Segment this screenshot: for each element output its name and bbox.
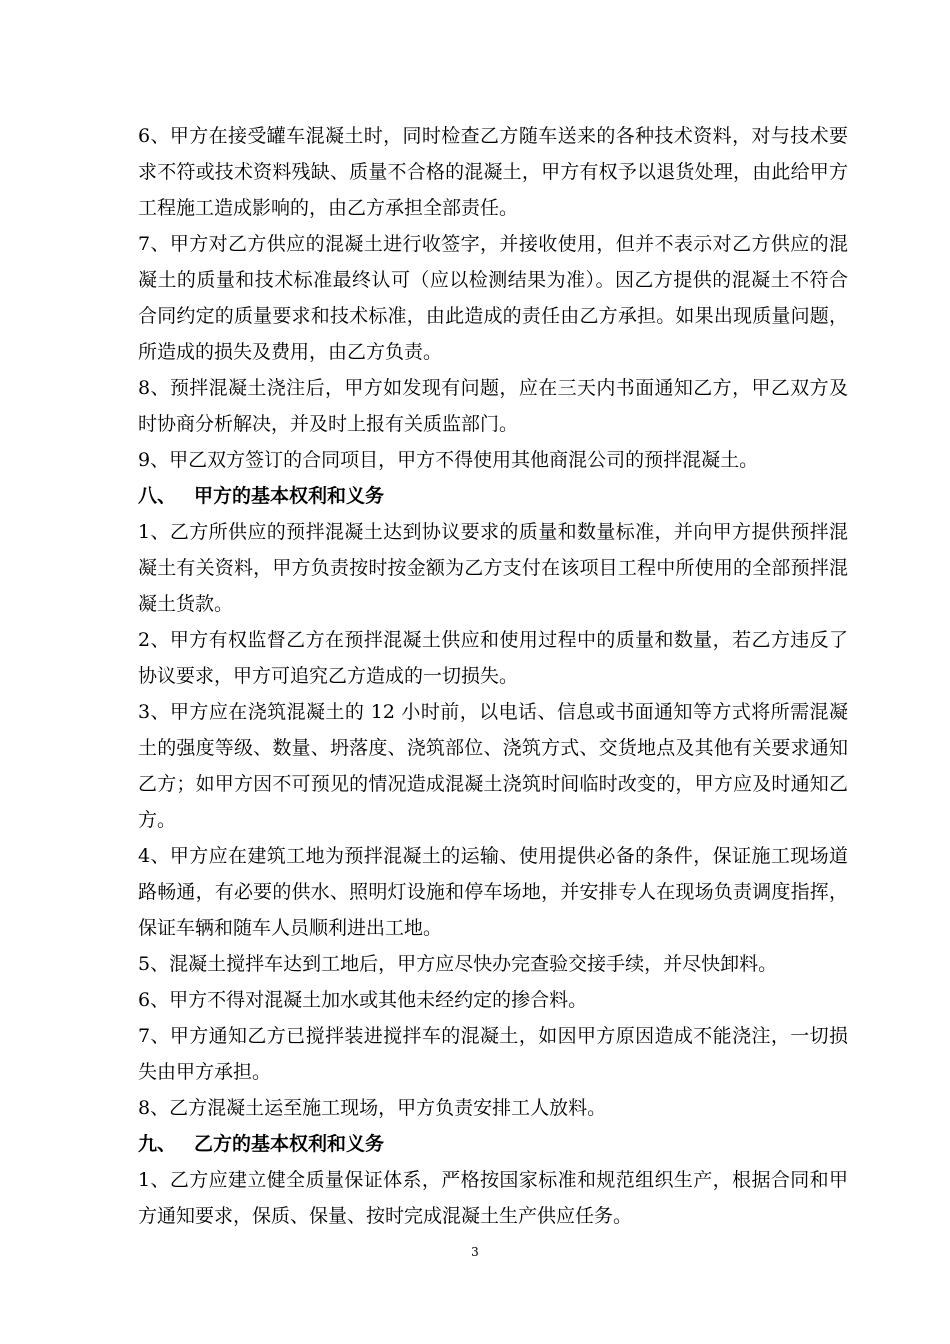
- page-number: 3: [471, 1245, 479, 1259]
- clause-8-3: 3、甲方应在浇筑混凝土的 12 小时前，以电话、信息或书面通知等方式将所需混凝土的强度等级、数量、坍落度、浇筑部位、浇筑方式、交货地点及其他有关要求通知乙方；如甲方因不可预见的情况造成混凝土浇筑时间临时改变的，甲方应及时通知乙方。: [138, 701, 848, 831]
- section-9-heading: [138, 1126, 848, 1162]
- section-9-number: 九、: [138, 1133, 177, 1155]
- clause-8-5: 5、混凝土搅拌车达到工地后，甲方应尽快办完查验交接手续，并尽快卸料。: [138, 953, 778, 975]
- section-8-number: 八、: [138, 485, 177, 507]
- clause-8-7: 7、甲方通知乙方已搅拌装进搅拌车的混凝土，如因甲方原因造成不能浇注，一切损失由甲方承担。: [138, 1025, 848, 1083]
- clause-8-1: 1、乙方所供应的预拌混凝土达到协议要求的质量和数量标准，并向甲方提供预拌混凝土有关资料，甲方负责按时按金额为乙方支付在该项目工程中所使用的全部预拌混凝土货款。: [138, 521, 848, 615]
- clause-7-9: 9、甲乙双方签订的合同项目，甲方不得使用其他商混公司的预拌混凝土。: [138, 449, 759, 471]
- section-8-title: 甲方的基本权利和义务: [194, 485, 385, 507]
- clause-7-8: 8、预拌混凝土浇注后，甲方如发现有问题，应在三天内书面通知乙方，甲乙双方及时协商分析解决，并及时上报有关质监部门。: [138, 377, 848, 435]
- section-9-title: 乙方的基本权利和义务: [194, 1133, 385, 1155]
- section-8-heading: [138, 478, 848, 514]
- clause-8-6: 6、甲方不得对混凝土加水或其他未经约定的掺合料。: [138, 989, 588, 1011]
- clause-8-8: 8、乙方混凝土运至施工现场，甲方负责安排工人放料。: [138, 1097, 607, 1119]
- clause-8-2: 2、甲方有权监督乙方在预拌混凝土供应和使用过程中的质量和数量，若乙方违反了协议要求，甲方可追究乙方造成的一切损失。: [138, 629, 848, 687]
- document-body: [138, 118, 848, 1234]
- clause-7-7: 7、甲方对乙方供应的混凝土进行收签字，并接收使用，但并不表示对乙方供应的混凝土的质量和技术标准最终认可（应以检测结果为准）。因乙方提供的混凝土不符合合同约定的质量要求和技术标准，由此造成的责任由乙方承担。如果出现质量问题，所造成的损失及费用，由乙方负责。: [138, 233, 848, 363]
- clause-7-6: 6、甲方在接受罐车混凝土时，同时检查乙方随车送来的各种技术资料，对与技术要求不符或技术资料残缺、质量不合格的混凝土，甲方有权予以退货处理，由此给甲方工程施工造成影响的，由乙方承担全部责任。: [138, 125, 848, 219]
- clause-8-4: 4、甲方应在建筑工地为预拌混凝土的运输、使用提供必备的条件，保证施工现场道路畅通，有必要的供水、照明灯设施和停车场地，并安排专人在现场负责调度指挥，保证车辆和随车人员顺利进出工地。: [138, 845, 848, 939]
- clause-9-1: 1、乙方应建立健全质量保证体系，严格按国家标准和规范组织生产，根据合同和甲方通知要求，保质、保量、按时完成混凝土生产供应任务。: [138, 1169, 848, 1227]
